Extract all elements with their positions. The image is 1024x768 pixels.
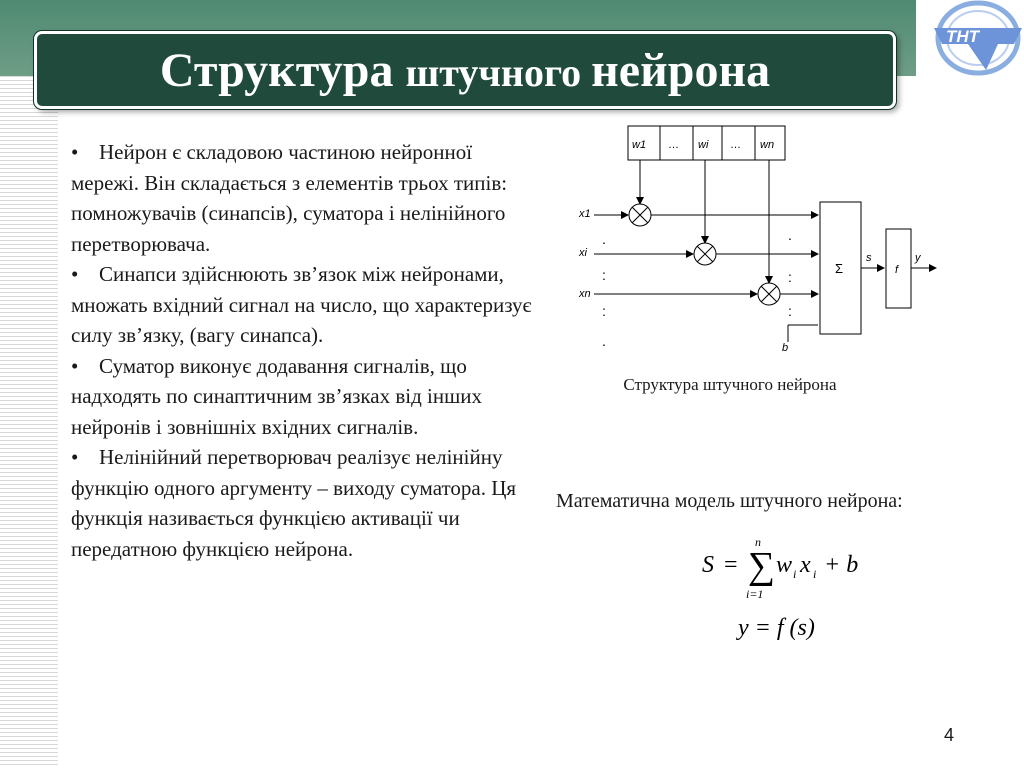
list-item [71, 442, 543, 564]
sum-sign: ∑ [748, 545, 776, 587]
multiplier-icon [694, 243, 716, 265]
svg-text::: : [602, 303, 606, 319]
page-title [160, 43, 770, 98]
bias-label: b [782, 342, 789, 354]
logo-text: ТНТ [946, 27, 980, 46]
svg-text::: : [788, 269, 792, 285]
input-label: xi [579, 247, 587, 259]
sum-upper: n [755, 535, 761, 549]
bullet-text: Суматор виконує додавання сигналів, що надходять по синаптичним зв’язках від інших нейронів і зовнішніх вхідних сигналів. [71, 353, 483, 439]
logo [916, 0, 1024, 96]
title-word-3: нейрона [591, 43, 771, 97]
bullet-text: Нейрон є складовою частиною нейронної мережі. Він складається з елементів трьох типів: помножувачів (синапсів), суматора і нелінійного перетворювача. [71, 140, 508, 256]
neuron-diagram [560, 120, 960, 365]
title-word-1: Структура [159, 43, 406, 97]
tnt-logo-icon [916, 0, 1024, 96]
weight-label: wi [698, 139, 709, 151]
formula-y: y = f (s) [738, 615, 815, 641]
svg-text:.: . [602, 231, 606, 247]
svg-text:i: i [813, 567, 817, 581]
formula-s: S [702, 552, 714, 578]
title-word-2: штучного [405, 49, 592, 95]
f-label: f [895, 264, 899, 276]
weight-label: wn [760, 139, 775, 151]
activation-box [886, 229, 911, 308]
bullet-dot: • [71, 140, 79, 164]
left-decoration [0, 76, 58, 768]
bullet-text: Нелінійний перетворювач реалізує нелінійну функцію одного аргументу – виходу суматора. Ця функція називається функцією активації чи передатною функцією нейрона. [71, 445, 517, 561]
page-number: 4 [944, 725, 955, 745]
bullet-text: Синапси здійснюють зв’язок між нейронами, множать вхідний сигнал на число, що характеризує силу зв’язку, (вагу синапса). [71, 262, 532, 347]
list-item [71, 137, 543, 259]
svg-text::: : [602, 267, 606, 283]
neuron-formula [690, 530, 890, 645]
input-label: xn [579, 288, 591, 300]
s-label: s [866, 252, 872, 264]
sum-lower: i=1 [746, 587, 764, 601]
svg-text:i: i [793, 567, 797, 581]
svg-text:.: . [602, 333, 606, 349]
input-label: x1 [579, 208, 591, 220]
weight-label: … [730, 139, 741, 151]
svg-text::: : [788, 303, 792, 319]
bullet-dot: • [71, 353, 79, 378]
svg-text:x: x [800, 552, 811, 578]
sum-symbol: Σ [835, 261, 844, 276]
title-box [34, 31, 896, 109]
math-caption: Математична модель штучного нейрона: [556, 490, 903, 512]
multiplier-icon [758, 283, 780, 305]
y-label: y [915, 252, 921, 264]
diagram-caption: Структура штучного нейрона [623, 375, 837, 394]
bullet-dot: • [71, 262, 79, 286]
list-item [71, 351, 543, 443]
multiplier-icon [629, 204, 651, 226]
bullet-list [71, 137, 543, 564]
list-item [71, 259, 543, 351]
weight-label: w1 [632, 139, 647, 151]
weight-label: … [668, 139, 679, 151]
formula-plus-b: + b [824, 552, 859, 578]
svg-text:.: . [788, 227, 792, 243]
bullet-dot: • [71, 445, 79, 469]
formula-eq: = [724, 552, 738, 578]
formula-w: w [776, 552, 793, 578]
